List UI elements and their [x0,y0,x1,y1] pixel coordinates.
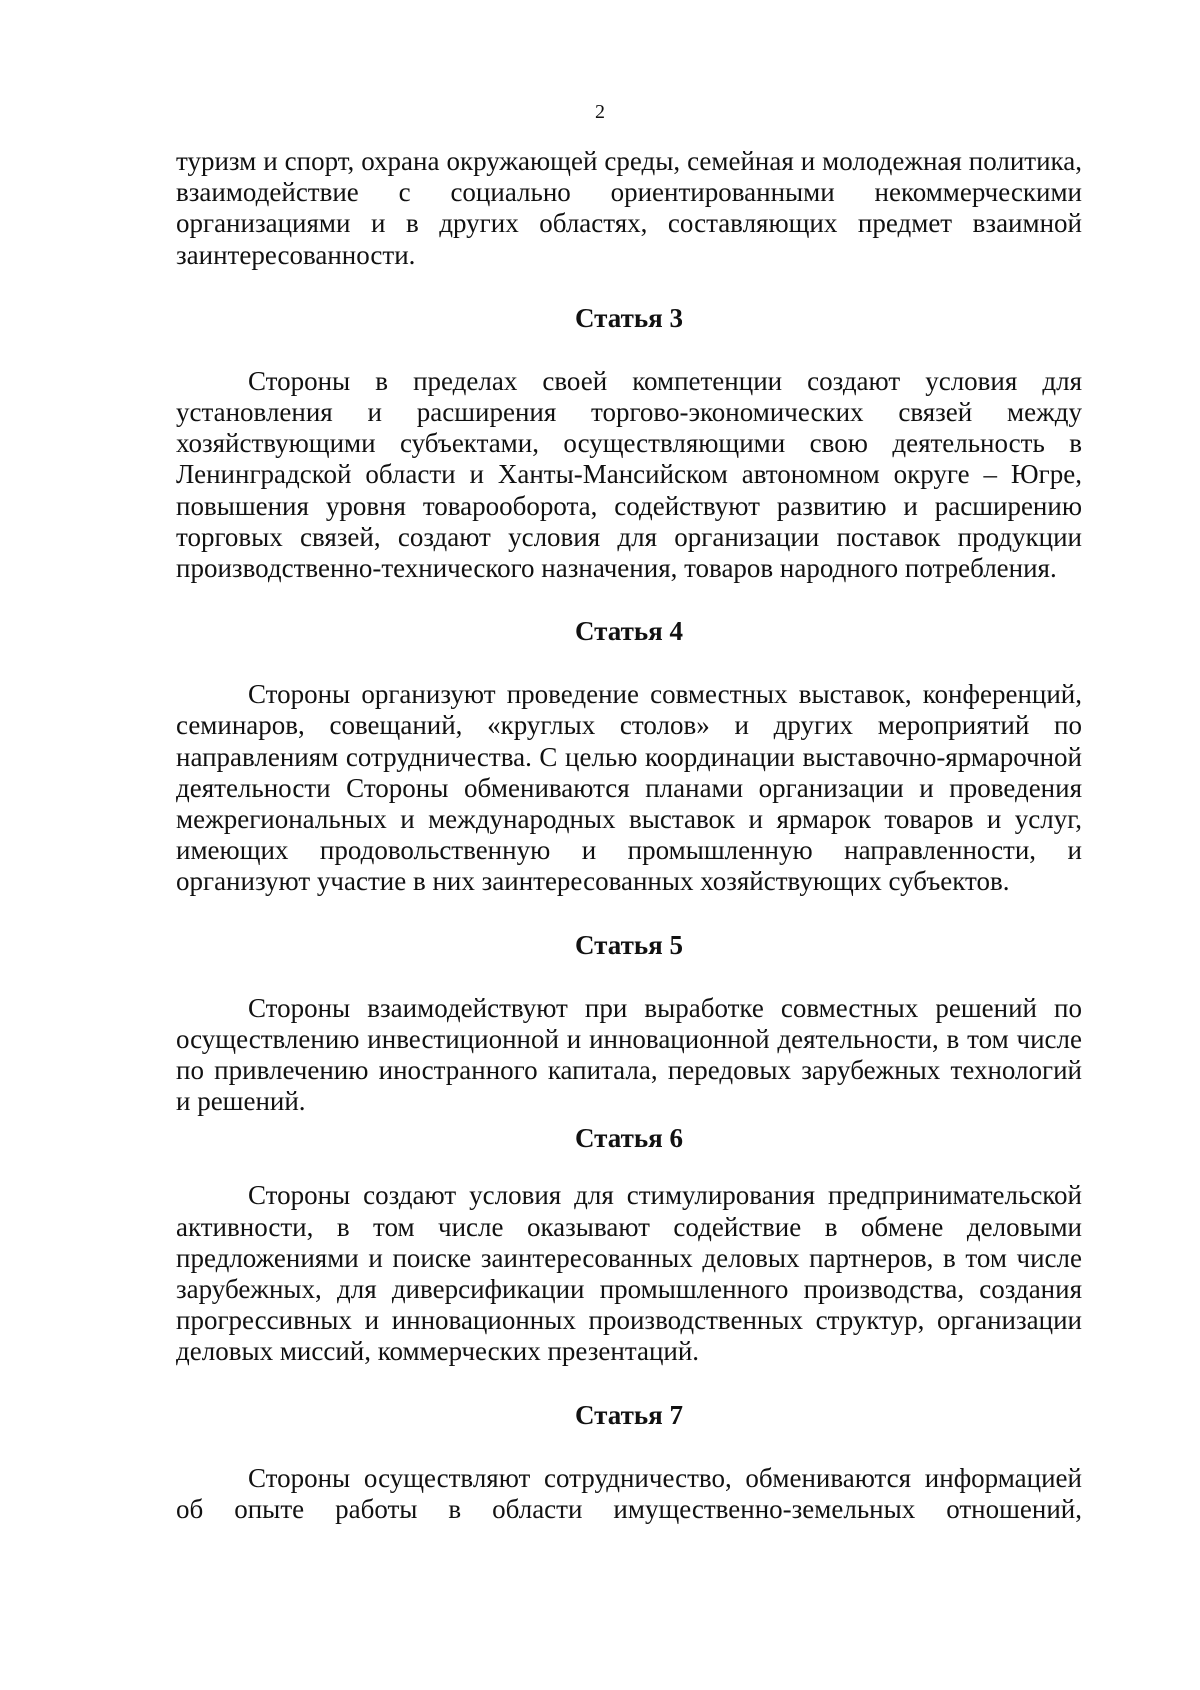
article-6-heading: Статья 6 [575,1123,683,1154]
document-body [176,146,1082,1525]
article-7-text: Стороны осуществляют сотрудничество, обмениваются информацией об опыте работы в области имущественно-земельных отношений, [176,1462,1082,1524]
article-4-heading: Статья 4 [575,616,683,647]
article-7-heading: Статья 7 [575,1399,683,1430]
article-4-text: Стороны организуют проведение совместных выставок, конференций, семинаров, совещаний, «круглых столов» и других мероприятий по направлениям сотрудничества. С целью координации выставочно-ярмарочной деятельности Стороны обмениваются планами организации и проведения межрегиональных и международных выставок и ярмарок товаров и услуг, имеющих продовольственную и промышленную направленности, и организуют участие в них заинтересованных хозяйствующих субъектов. [176,679,1082,897]
article-3-text: Стороны в пределах своей компетенции создают условия для установления и расширения торгово-экономических связей между хозяйствующими субъектами, осуществляющими свою деятельность в Ленинградской области и Ханты-Мансийском автономном округе – Югре, повышения уровня товарооборота, содействуют развитию и расширению торговых связей, создают условия для организации поставок продукции производственно-технического назначения, товаров народного потребления. [176,365,1082,584]
article-6-text: Стороны создают условия для стимулирования предпринимательской активности, в том числе оказывают содействие в обмене деловыми предложениями и поиске заинтересованных деловых партнеров, в том числе зарубежных, для диверсификации промышленного производства, создания прогрессивных и инновационных производственных структур, организации деловых миссий, коммерческих презентаций. [176,1180,1082,1367]
article-3-heading: Статья 3 [575,302,683,333]
page-number: 2 [595,101,605,123]
article-5-heading: Статья 5 [575,929,683,960]
article-5-text: Стороны взаимодействуют при выработке совместных решений по осуществлению инвестиционной и инновационной деятельности, в том числе по привлечению иностранного капитала, передовых зарубежных технологий и решений. [176,992,1082,1117]
intro-paragraph: туризм и спорт, охрана окружающей среды, семейная и молодежная политика, взаимодействие с социально ориентированными некоммерческими организациями и в других областях, составляющих предмет взаимной заинтересованности. [176,146,1082,270]
